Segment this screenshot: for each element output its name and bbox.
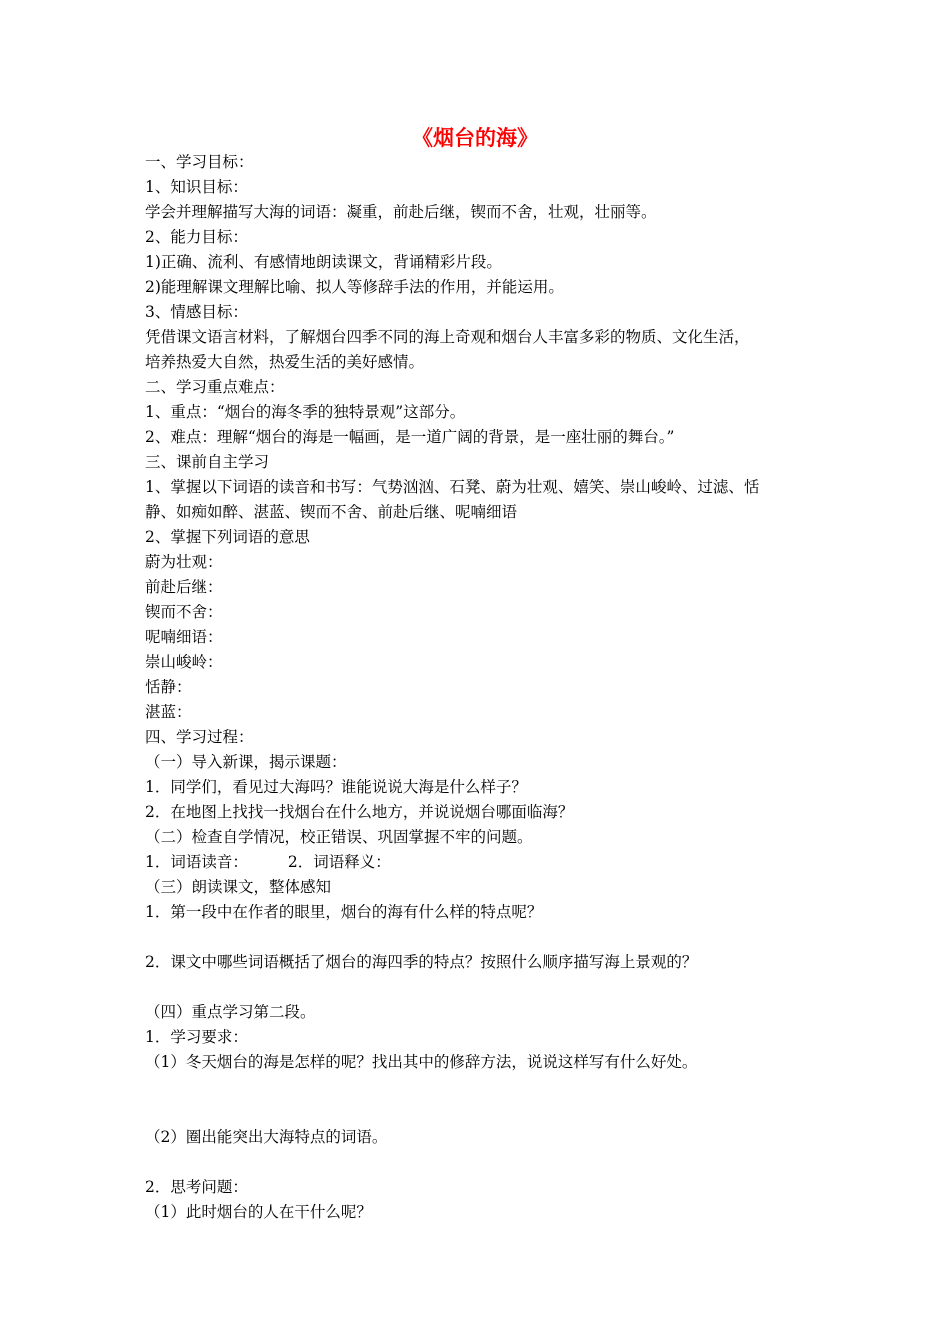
section-focus: （四）重点学习第二段。 [145,1003,316,1021]
text-line: 1、掌握以下词语的读音和书写：气势汹汹、石凳、蔚为壮观、嬉笑、崇山峻岭、过滤、恬 [145,478,760,496]
text-line: 凭借课文语言材料，了解烟台四季不同的海上奇观和烟台人丰富多彩的物质、文化生活， [145,328,750,346]
text-line: 静、如痴如醉、湛蓝、锲而不舍、前赴后继、呢喃细语 [145,503,518,521]
heading-key-points: 二、学习重点难点： [145,378,285,396]
vocab-item: 蔚为壮观： [145,553,223,571]
text-line: 学会并理解描写大海的词语：凝重，前赴后继，锲而不舍，壮观，壮丽等。 [145,203,657,221]
text-line: 1)正确、流利、有感情地朗读课文，背诵精彩片段。 [145,253,502,271]
question-line: （1）冬天烟台的海是怎样的呢？找出其中的修辞方法，说说这样写有什么好处。 [145,1053,698,1071]
vocab-item: 前赴后继： [145,578,223,596]
vocab-item: 湛蓝： [145,703,192,721]
section-intro: （一）导入新课，揭示课题： [145,753,347,771]
section-check: （二）检查自学情况，校正错误、巩固掌握不牢的问题。 [145,828,533,846]
section-reading: （三）朗读课文，整体感知 [145,878,332,896]
subheading-ability-goals: 2、能力目标： [145,228,248,246]
question-line: 1．第一段中在作者的眼里，烟台的海有什么样的特点呢？ [145,903,543,921]
text-line: 2)能理解课文理解比喻、拟人等修辞手法的作用，并能运用。 [145,278,564,296]
document-title: 《烟台的海》 [412,125,538,150]
vocab-item: 锲而不舍： [145,603,223,621]
vocab-meaning-label: 2．词语释义： [287,853,391,871]
vocab-item: 呢喃细语： [145,628,223,646]
text-line: 1．学习要求： [145,1028,248,1046]
vocab-exercise-line [145,852,391,872]
text-line: 2、掌握下列词语的意思 [145,528,310,546]
text-line: 培养热爱大自然，热爱生活的美好感情。 [145,353,425,371]
text-line: 1．同学们，看见过大海吗？谁能说说大海是什么样子？ [145,778,527,796]
text-line: 2．在地图上找找一找烟台在什么地方，并说说烟台哪面临海？ [145,803,574,821]
subheading-emotion-goals: 3、情感目标： [145,303,248,321]
text-line: 1、重点：“烟台的海冬季的独特景观”这部分。 [145,403,466,421]
vocab-item: 恬静： [145,678,192,696]
text-line: 2．思考问题： [145,1178,248,1196]
question-line: （1）此时烟台的人在干什么呢？ [145,1203,372,1221]
vocab-item: 崇山峻岭： [145,653,223,671]
vocab-reading-label: 1．词语读音： [145,853,248,871]
subheading-knowledge-goals: 1、知识目标： [145,178,248,196]
heading-learning-goals: 一、学习目标： [145,153,254,171]
heading-self-study: 三、课前自主学习 [145,453,270,471]
text-line: 2、难点：理解“烟台的海是一幅画，是一道广阔的背景，是一座壮丽的舞台。” [145,428,675,446]
heading-learning-process: 四、学习过程： [145,728,254,746]
question-line: （2）圈出能突出大海特点的词语。 [145,1128,388,1146]
question-line: 2．课文中哪些词语概括了烟台的海四季的特点？按照什么顺序描写海上景观的？ [145,953,698,971]
